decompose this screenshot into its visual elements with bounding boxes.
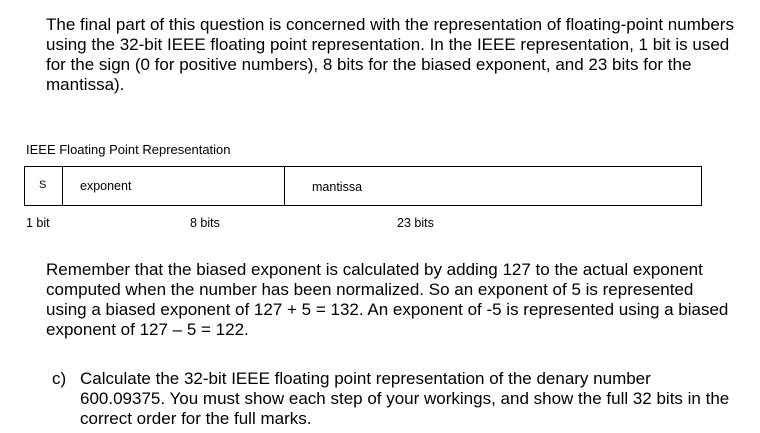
biased-exponent-note: Remember that the biased exponent is calculated by adding 127 to the actual exponent computed when the number has been normalized. So an exponent of 5 is represented using a biased exponent of 127 + 5 = 132. An exponent of -5 is represented using a biased exponent of 127 – 5 = 122. bbox=[46, 260, 729, 339]
exponent-field-label: exponent bbox=[80, 179, 132, 193]
figure-title: IEEE Floating Point Representation bbox=[26, 142, 231, 157]
exponent-field bbox=[63, 167, 285, 205]
mantissa-bit-count: 23 bits bbox=[397, 216, 434, 230]
sign-field bbox=[25, 167, 63, 205]
intro-paragraph: The final part of this question is concerned with the representation of floating-point numbers using the 32-bit IEEE floating point representation. In the IEEE representation, 1 bit is used for the sign (0 for positive numbers), 8 bits for the biased exponent, and 23 bits for the mantissa). bbox=[46, 15, 734, 94]
sign-bit-count: 1 bit bbox=[26, 216, 50, 230]
exponent-bit-count: 8 bits bbox=[190, 216, 220, 230]
sign-field-label: S bbox=[39, 179, 47, 191]
mantissa-field bbox=[285, 167, 701, 205]
question-c bbox=[52, 369, 732, 429]
question-label: c) bbox=[52, 369, 67, 388]
question-text: Calculate the 32-bit IEEE floating point representation of the denary number 600.09375. You must show each step of your workings, and show the full 32 bits in the correct order for the full marks. bbox=[80, 369, 730, 428]
mantissa-field-label: mantissa bbox=[312, 180, 363, 194]
ieee-format-diagram bbox=[24, 166, 702, 206]
